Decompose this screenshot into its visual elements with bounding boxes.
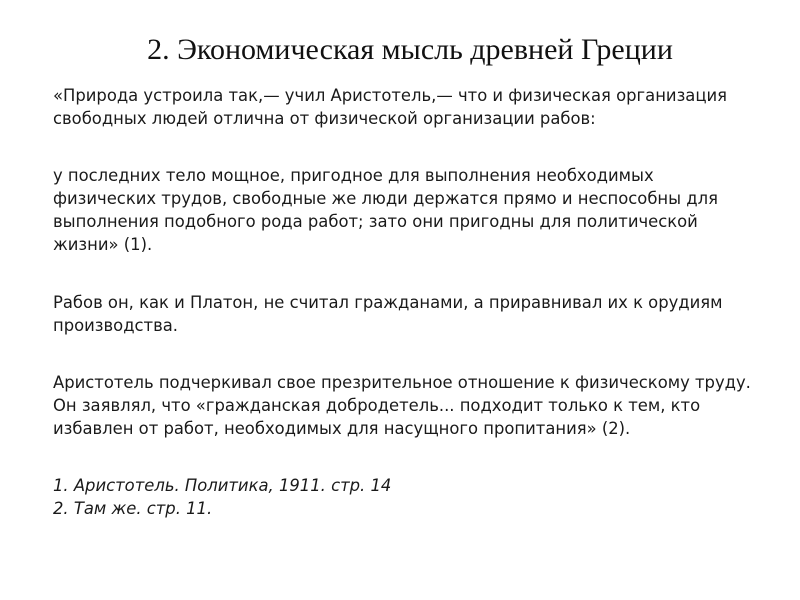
paragraph-quote-body: у последних тело мощное, пригодное для выполнения необходимых физических трудов, свободные же люди держатся прямо и неспособны для выполнения подобного рода работ; зато они пригодны для политической жизни» (1). — [53, 166, 718, 254]
paragraph-slaves: Рабов он, как и Платон, не считал гражданами, а приравнивал их к орудиям производства. — [53, 293, 723, 335]
slide-body — [53, 84, 753, 520]
references — [53, 474, 753, 520]
paragraph-quote-intro: «Природа устроила так,— учил Аристотель,— что и физическая организация свободных людей отлична от физической организации рабов: — [53, 86, 728, 128]
paragraph-physical-labor: Аристотель подчеркивал свое презрительное отношение к физическому труду. Он заявлял, что «гражданская добродетель... подходит только к тем, кто избавлен от работ, необходимых для насущного пропитания» (2). — [53, 373, 751, 438]
reference-2: 2. Там же. стр. 11. — [53, 499, 213, 518]
reference-1: 1. Аристотель. Политика, 1911. стр. 14 — [53, 476, 392, 495]
slide-title: 2. Экономическая мысль древней Греции — [147, 33, 673, 66]
